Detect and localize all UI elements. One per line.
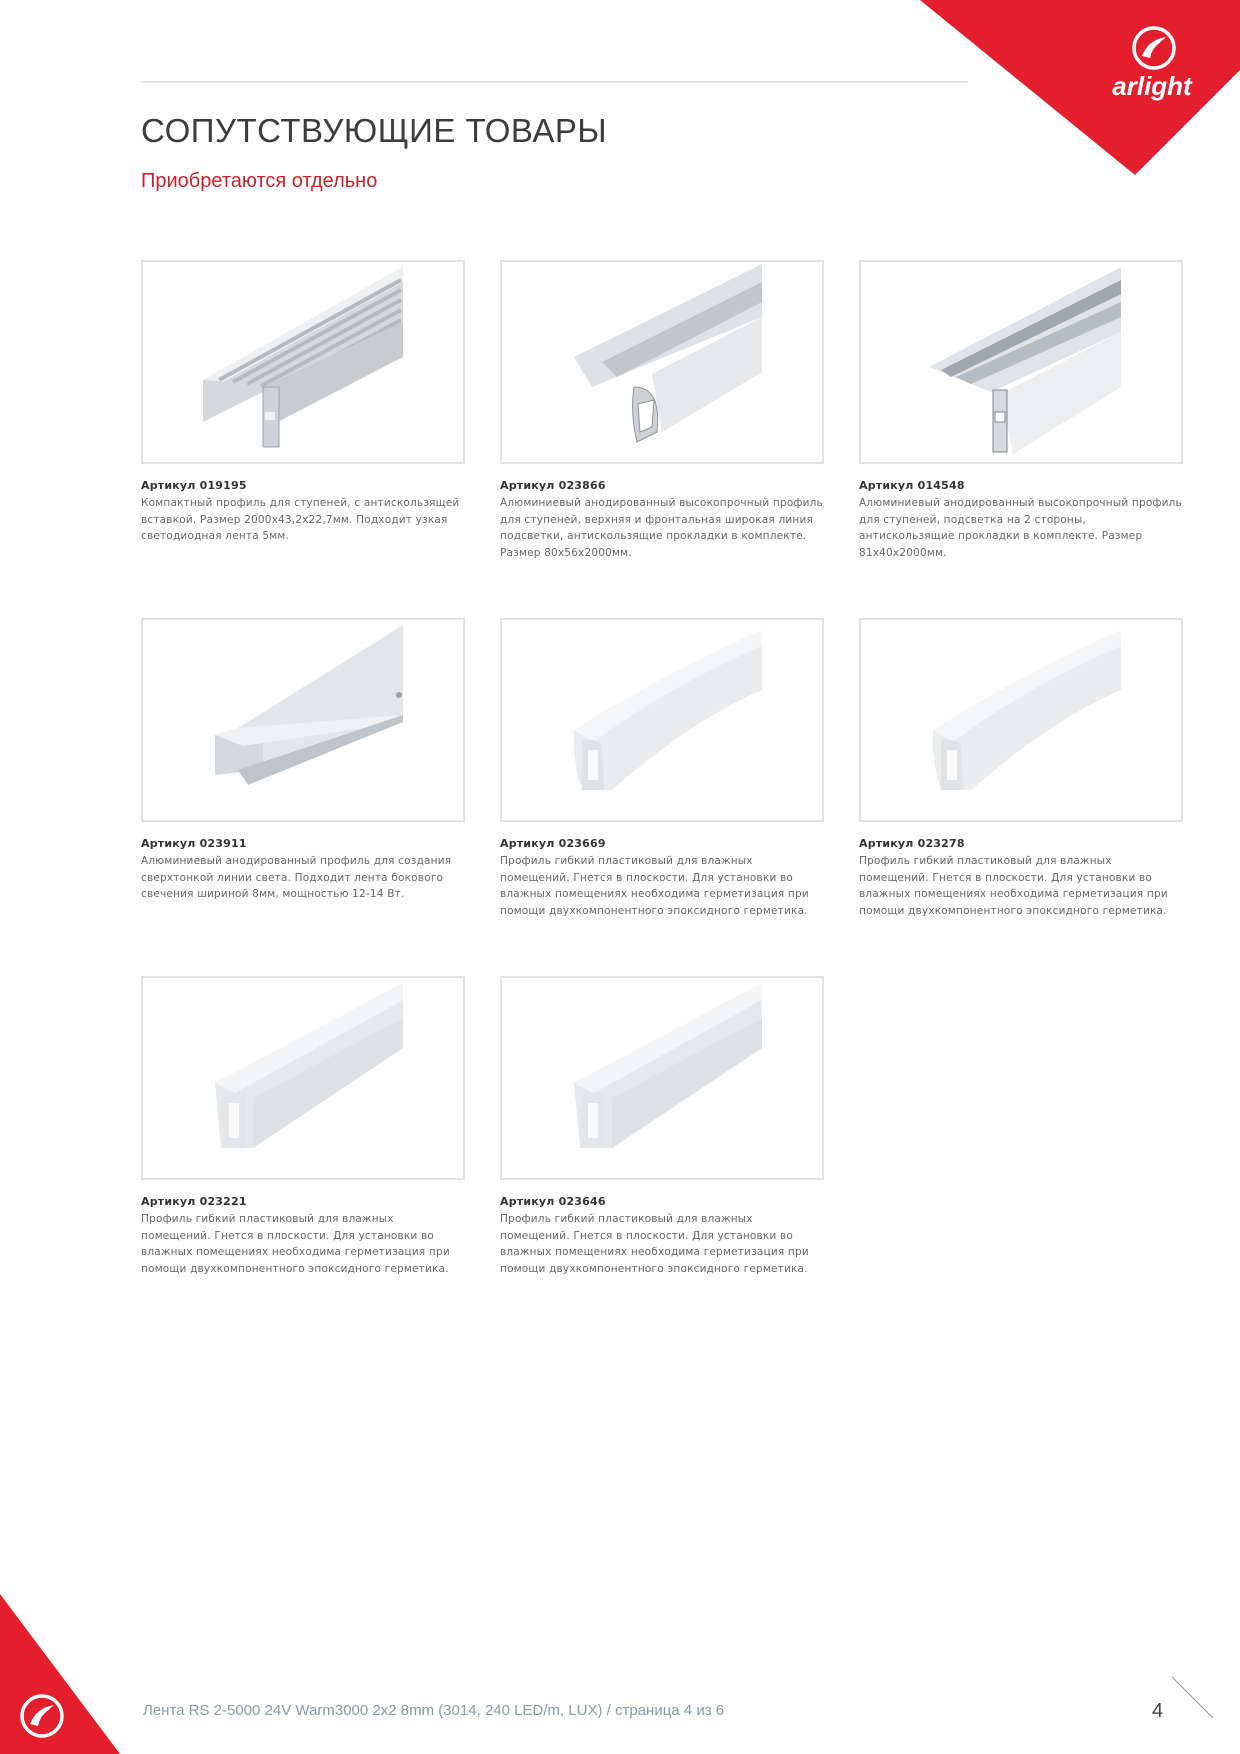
product-description: Профиль гибкий пластиковый для влажных помещений. Гнется в плоскости. Для установки во влажных помещениях необходима герметизация при помощи двухкомпонентного эпоксидного герметика. (500, 1213, 809, 1275)
product-article: Артикул 014548 (859, 479, 965, 492)
product-article: Артикул 023866 (500, 479, 606, 492)
arlight-logo-text: arlight (1112, 71, 1192, 101)
product-image[interactable] (859, 618, 1183, 822)
product-description: Компактный профиль для ступеней, с антискользящей вставкой. Размер 2000x43,2x22,7мм. Подходит узкая светодиодная лента 5мм. (141, 497, 460, 542)
product-article: Артикул 019195 (141, 479, 247, 492)
page-corner-slash (1170, 1675, 1215, 1720)
stair-profile-wide-icon (502, 262, 822, 462)
product-article: Артикул 023278 (859, 837, 965, 850)
product-article: Артикул 023221 (141, 1195, 247, 1208)
product-card[interactable] (500, 618, 824, 919)
stair-profile-ribbed-icon (143, 262, 463, 462)
product-description: Профиль гибкий пластиковый для влажных помещений. Гнется в плоскости. Для установки во влажных помещениях необходима герметизация при помощи двухкомпонентного эпоксидного герметика. (859, 855, 1168, 917)
page-subtitle: Приобретаются отдельно (141, 170, 378, 192)
product-card[interactable] (141, 618, 465, 903)
product-card[interactable] (141, 260, 465, 545)
header-divider (141, 81, 968, 83)
flexible-profile-curved-icon (502, 620, 822, 820)
product-description: Алюминиевый анодированный высокопрочный профиль для ступеней, верхняя и фронтальная широкая линия подсветки, антискользящие прокладки в комплекте. Размер 80x56x2000мм. (500, 497, 823, 559)
product-card[interactable] (859, 260, 1183, 561)
product-image[interactable] (500, 976, 824, 1180)
product-description: Профиль гибкий пластиковый для влажных помещений. Гнется в плоскости. Для установки во влажных помещениях необходима герметизация при помощи двухкомпонентного эпоксидного герметика. (141, 1213, 450, 1275)
product-article: Артикул 023646 (500, 1195, 606, 1208)
product-description: Профиль гибкий пластиковый для влажных помещений. Гнется в плоскости. Для установки во влажных помещениях необходима герметизация при помощи двухкомпонентного эпоксидного герметика. (500, 855, 809, 917)
stair-profile-double-icon (861, 262, 1181, 462)
product-card[interactable] (500, 260, 824, 561)
product-image[interactable] (141, 976, 465, 1180)
flat-profile-icon (143, 620, 463, 820)
product-card[interactable] (859, 618, 1183, 919)
product-image[interactable] (500, 260, 824, 464)
product-image[interactable] (141, 260, 465, 464)
brand-corner-top (920, 0, 1240, 175)
product-description: Алюминиевый анодированный высокопрочный профиль для ступеней, подсветка на 2 стороны, антискользящие прокладки в комплекте. Размер 81x40x2000мм. (859, 497, 1182, 559)
product-image[interactable] (141, 618, 465, 822)
product-article: Артикул 023911 (141, 837, 247, 850)
product-card[interactable] (500, 976, 824, 1277)
product-article: Артикул 023669 (500, 837, 606, 850)
footer-document-info: Лента RS 2-5000 24V Warm3000 2x2 8mm (3014, 240 LED/m, LUX) / страница 4 из 6 (143, 1702, 725, 1719)
product-card[interactable] (141, 976, 465, 1277)
page-title: СОПУТСТВУЮЩИЕ ТОВАРЫ (141, 112, 608, 149)
flexible-profile-straight-icon (502, 978, 822, 1178)
flexible-profile-curved-icon (861, 620, 1181, 820)
product-image[interactable] (859, 260, 1183, 464)
product-description: Алюминиевый анодированный профиль для создания сверхтонкой линии света. Подходит лента бокового свечения шириной 8мм, мощностью 12-14 Вт. (141, 855, 452, 900)
brand-corner-bottom (0, 1594, 120, 1754)
product-image[interactable] (500, 618, 824, 822)
page-number: 4 (1152, 1700, 1164, 1722)
flexible-profile-straight-icon (143, 978, 463, 1178)
